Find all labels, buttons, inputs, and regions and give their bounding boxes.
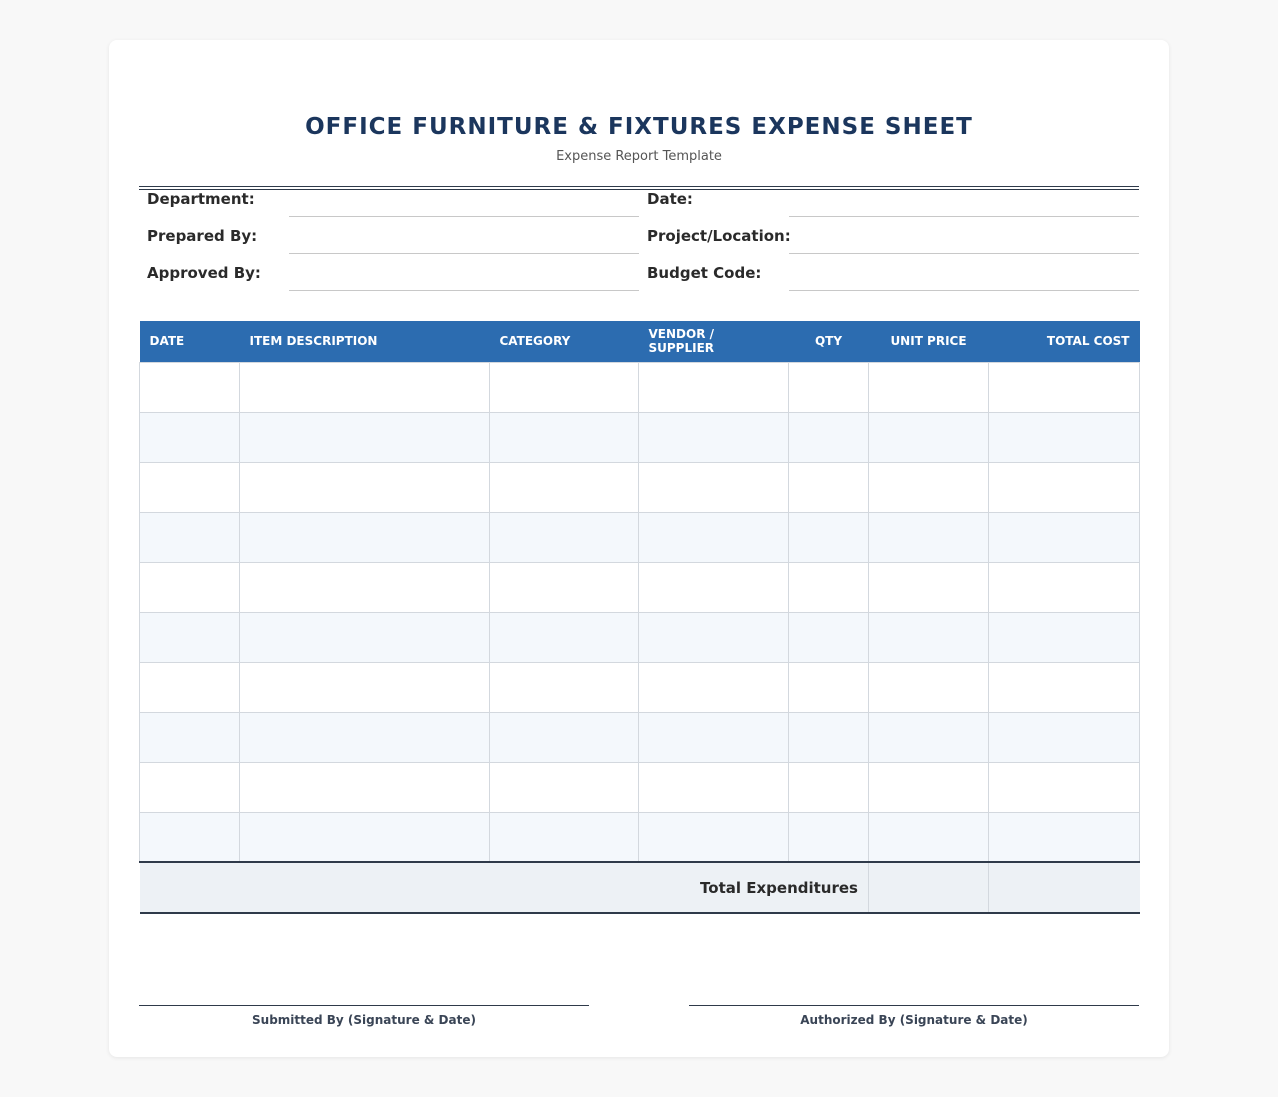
cell-item-description[interactable] [240,612,490,662]
cell-total-cost[interactable] [989,612,1140,662]
cell-item-description[interactable] [240,362,490,412]
cell-vendor[interactable] [639,612,789,662]
table-row [140,462,1140,512]
cell-vendor[interactable] [639,462,789,512]
table-row [140,412,1140,462]
cell-unit-price[interactable] [869,712,989,762]
approved-by-label: Approved By: [147,264,261,282]
cell-qty[interactable] [789,762,869,812]
approved-by-field[interactable] [289,290,639,291]
col-header-item-description: ITEM DESCRIPTION [240,321,490,362]
prepared-by-field[interactable] [289,253,639,254]
project-location-label: Project/Location: [647,227,791,245]
sheet-title: OFFICE FURNITURE & FIXTURES EXPENSE SHEET [305,114,973,140]
cell-date[interactable] [140,462,240,512]
cell-category[interactable] [490,662,639,712]
cell-category[interactable] [490,712,639,762]
cell-total-cost[interactable] [989,462,1140,512]
cell-total-cost[interactable] [989,362,1140,412]
table-header-row [140,321,1140,362]
cell-total-cost[interactable] [989,712,1140,762]
col-header-vendor: VENDOR / SUPPLIER [639,321,789,362]
cell-vendor[interactable] [639,812,789,862]
cell-unit-price[interactable] [869,612,989,662]
cell-item-description[interactable] [240,662,490,712]
cell-vendor[interactable] [639,562,789,612]
cell-unit-price[interactable] [869,412,989,462]
prepared-by-label: Prepared By: [147,227,258,245]
cell-vendor[interactable] [639,512,789,562]
cell-unit-price[interactable] [869,812,989,862]
department-label: Department: [147,190,255,208]
cell-date[interactable] [140,612,240,662]
cell-qty[interactable] [789,462,869,512]
cell-qty[interactable] [789,612,869,662]
cell-category[interactable] [490,512,639,562]
header-divider [139,186,1139,190]
cell-total-cost[interactable] [989,812,1140,862]
authorized-signature-line[interactable] [689,1005,1139,1006]
cell-item-description[interactable] [240,712,490,762]
table-row [140,812,1140,862]
cell-category[interactable] [490,762,639,812]
cell-vendor[interactable] [639,712,789,762]
expense-table-wrap [139,321,1139,914]
table-row [140,362,1140,412]
cell-total-cost[interactable] [989,762,1140,812]
col-header-unit-price: UNIT PRICE [869,321,989,362]
cell-vendor[interactable] [639,662,789,712]
cell-category[interactable] [490,362,639,412]
cell-qty[interactable] [789,712,869,762]
cell-date[interactable] [140,712,240,762]
expense-table [139,321,1140,914]
cell-unit-price[interactable] [869,362,989,412]
cell-qty[interactable] [789,512,869,562]
col-header-total-cost: TOTAL COST [989,321,1140,362]
table-row [140,712,1140,762]
submitted-signature-label: Submitted By (Signature & Date) [252,1013,476,1027]
cell-unit-price[interactable] [869,662,989,712]
cell-category[interactable] [490,412,639,462]
col-header-date: DATE [140,321,240,362]
total-unit-price-cell [869,862,989,913]
submitted-signature-line[interactable] [139,1005,589,1006]
date-field[interactable] [789,216,1139,217]
cell-item-description[interactable] [240,412,490,462]
date-label: Date: [647,190,693,208]
cell-date[interactable] [140,412,240,462]
cell-date[interactable] [140,512,240,562]
table-row [140,562,1140,612]
cell-date[interactable] [140,812,240,862]
cell-item-description[interactable] [240,762,490,812]
cell-unit-price[interactable] [869,512,989,562]
cell-item-description[interactable] [240,812,490,862]
cell-item-description[interactable] [240,462,490,512]
cell-total-cost[interactable] [989,562,1140,612]
cell-total-cost[interactable] [989,662,1140,712]
table-row [140,662,1140,712]
cell-qty[interactable] [789,362,869,412]
cell-qty[interactable] [789,662,869,712]
authorized-signature-label: Authorized By (Signature & Date) [800,1013,1028,1027]
table-row [140,762,1140,812]
cell-total-cost[interactable] [989,412,1140,462]
cell-date[interactable] [140,562,240,612]
cell-category[interactable] [490,612,639,662]
cell-item-description[interactable] [240,562,490,612]
cell-date[interactable] [140,362,240,412]
department-field[interactable] [289,216,639,217]
table-row [140,512,1140,562]
expense-sheet [109,40,1169,1057]
cell-unit-price[interactable] [869,462,989,512]
total-expenditures-label: Total Expenditures [140,862,869,913]
cell-vendor[interactable] [639,762,789,812]
cell-date[interactable] [140,762,240,812]
cell-unit-price[interactable] [869,562,989,612]
table-row [140,612,1140,662]
cell-unit-price[interactable] [869,762,989,812]
cell-total-cost[interactable] [989,512,1140,562]
cell-qty[interactable] [789,562,869,612]
cell-vendor[interactable] [639,412,789,462]
cell-qty[interactable] [789,412,869,462]
cell-vendor[interactable] [639,362,789,412]
cell-qty[interactable] [789,812,869,862]
budget-code-label: Budget Code: [647,264,762,282]
cell-category[interactable] [490,562,639,612]
cell-item-description[interactable] [240,512,490,562]
sheet-subtitle: Expense Report Template [556,149,722,164]
cell-category[interactable] [490,462,639,512]
budget-code-field[interactable] [789,290,1139,291]
col-header-qty: QTY [789,321,869,362]
cell-category[interactable] [490,812,639,862]
col-header-category: CATEGORY [490,321,639,362]
project-location-field[interactable] [789,253,1139,254]
total-row [140,862,1140,913]
total-expenditures-value[interactable] [989,862,1140,913]
cell-date[interactable] [140,662,240,712]
